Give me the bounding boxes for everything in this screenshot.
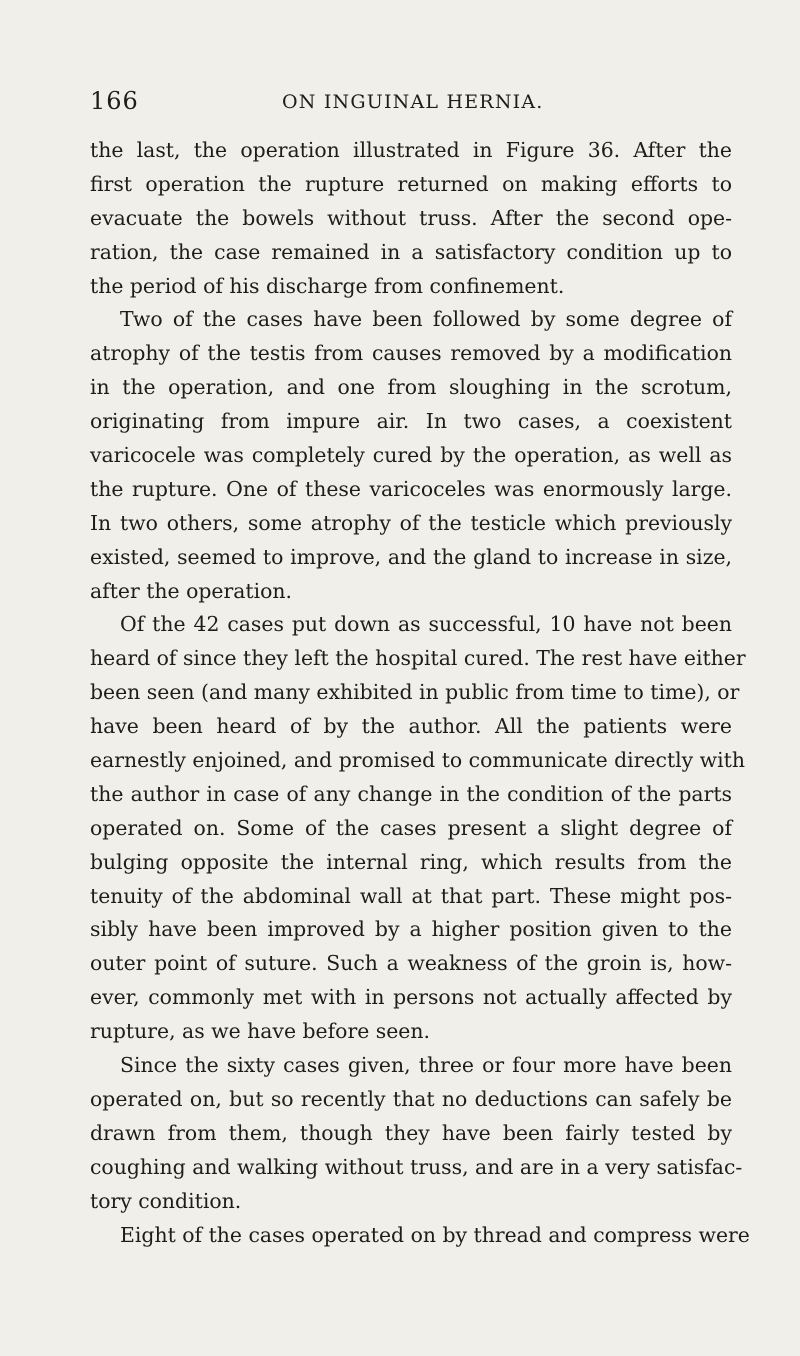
text-line: In two others, some atrophy of the testicle which previously (90, 510, 732, 535)
text-line: drawn from them, though they have been fairly tested by (90, 1120, 732, 1145)
text-line: existed, seemed to improve, and the gland to increase in size, (90, 544, 732, 569)
text-line: bulging opposite the internal ring, which results from the (90, 849, 732, 874)
text-line: evacuate the bowels without truss. After the second ope- (90, 205, 732, 230)
text-line: ration, the case remained in a satisfactory condition up to (90, 239, 732, 264)
text-line: sibly have been improved by a higher position given to the (90, 917, 732, 942)
text-line: outer point of suture. Such a weakness of the groin is, how- (90, 951, 732, 976)
text-line: rupture, as we have before seen. (90, 1019, 430, 1044)
text-line: the last, the operation illustrated in Figure 36. After the (90, 138, 732, 162)
text-line: the rupture. One of these varicoceles was enormously large. (90, 476, 732, 501)
text-line: atrophy of the testis from causes removed by a modification (90, 341, 732, 366)
text-line: Two of the cases have been followed by some degree of (120, 307, 732, 332)
text-line: first operation the rupture returned on making efforts to (90, 171, 732, 196)
text-line: Eight of the cases operated on by thread and compress were (120, 1222, 750, 1247)
text-line: have been heard of by the author. All the patients were (90, 714, 732, 739)
text-line: Of the 42 cases put down as successful, 10 have not been (120, 612, 732, 637)
text-line: operated on. Some of the cases present a slight degree of (90, 815, 732, 840)
text-line: the period of his discharge from confinement. (90, 273, 565, 298)
text-line: varicocele was completely cured by the operation, as well as (90, 443, 732, 468)
text-line: operated on, but so recently that no deductions can safely be (90, 1086, 732, 1111)
text-line: tory condition. (90, 1188, 242, 1213)
text-line: earnestly enjoined, and promised to communicate directly with (90, 748, 745, 773)
text-line: heard of since they left the hospital cured. The rest have either (90, 646, 746, 671)
text-line: in the operation, and one from sloughing in the scrotum, (90, 375, 732, 400)
text-line: Since the sixty cases given, three or four more have been (120, 1053, 732, 1078)
body-text (90, 134, 750, 1252)
running-head: ON INGUINAL HERNIA. (282, 91, 544, 113)
text-line: the author in case of any change in the condition of the parts (90, 781, 732, 806)
text-line: ever, commonly met with in persons not actually affected by (90, 985, 732, 1010)
text-line: tenuity of the abdominal wall at that part. These might pos- (90, 883, 732, 908)
text-line: originating from impure air. In two cases, a coexistent (90, 409, 732, 434)
text-line: after the operation. (90, 578, 292, 603)
text-line: been seen (and many exhibited in public from time to time), or (90, 680, 740, 705)
page-number: 166 (90, 87, 139, 115)
text-line: coughing and walking without truss, and are in a very satisfac- (90, 1154, 743, 1179)
